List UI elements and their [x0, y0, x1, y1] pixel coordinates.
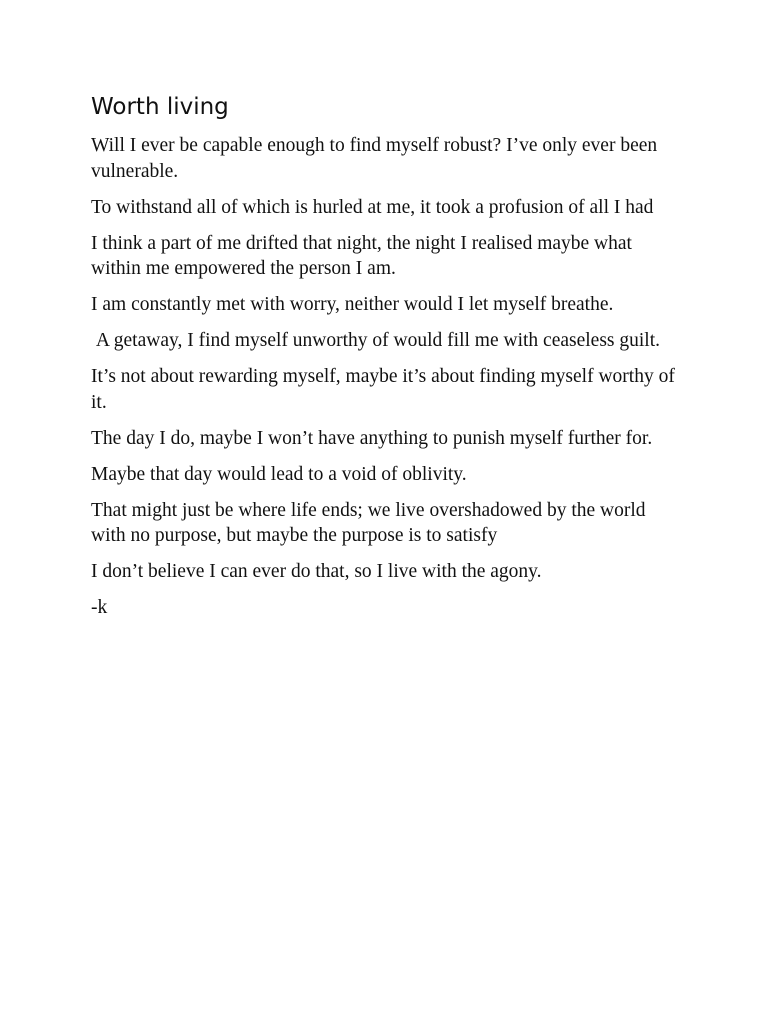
paragraph: I am constantly met with worry, neither would I let myself breathe. [91, 294, 614, 315]
paragraph: The day I do, maybe I won’t have anything to punish myself further for. [91, 427, 653, 449]
paragraph: It’s not about rewarding myself, maybe it’s about finding myself worthy of it. [91, 366, 680, 413]
document-title: Worth living [91, 94, 229, 120]
signature: -k [91, 597, 108, 618]
paragraph: Maybe that day would lead to a void of oblivity. [91, 463, 467, 485]
paragraph: To withstand all of which is hurled at me, it took a profusion of all I had [91, 196, 654, 218]
paragraph: I think a part of me drifted that night, the night I realised maybe what within me empowered the person I am. [91, 232, 637, 279]
document-page [91, 92, 681, 631]
paragraph: Will I ever be capable enough to find myself robust? I’ve only ever been vulnerable. [91, 135, 663, 182]
paragraph: That might just be where life ends; we live overshadowed by the world with no purpose, but maybe the purpose is to satisfy [91, 499, 651, 546]
paragraph: I don’t believe I can ever do that, so I live with the agony. [91, 561, 542, 582]
paragraph: A getaway, I find myself unworthy of would fill me with ceaseless guilt. [91, 330, 660, 351]
